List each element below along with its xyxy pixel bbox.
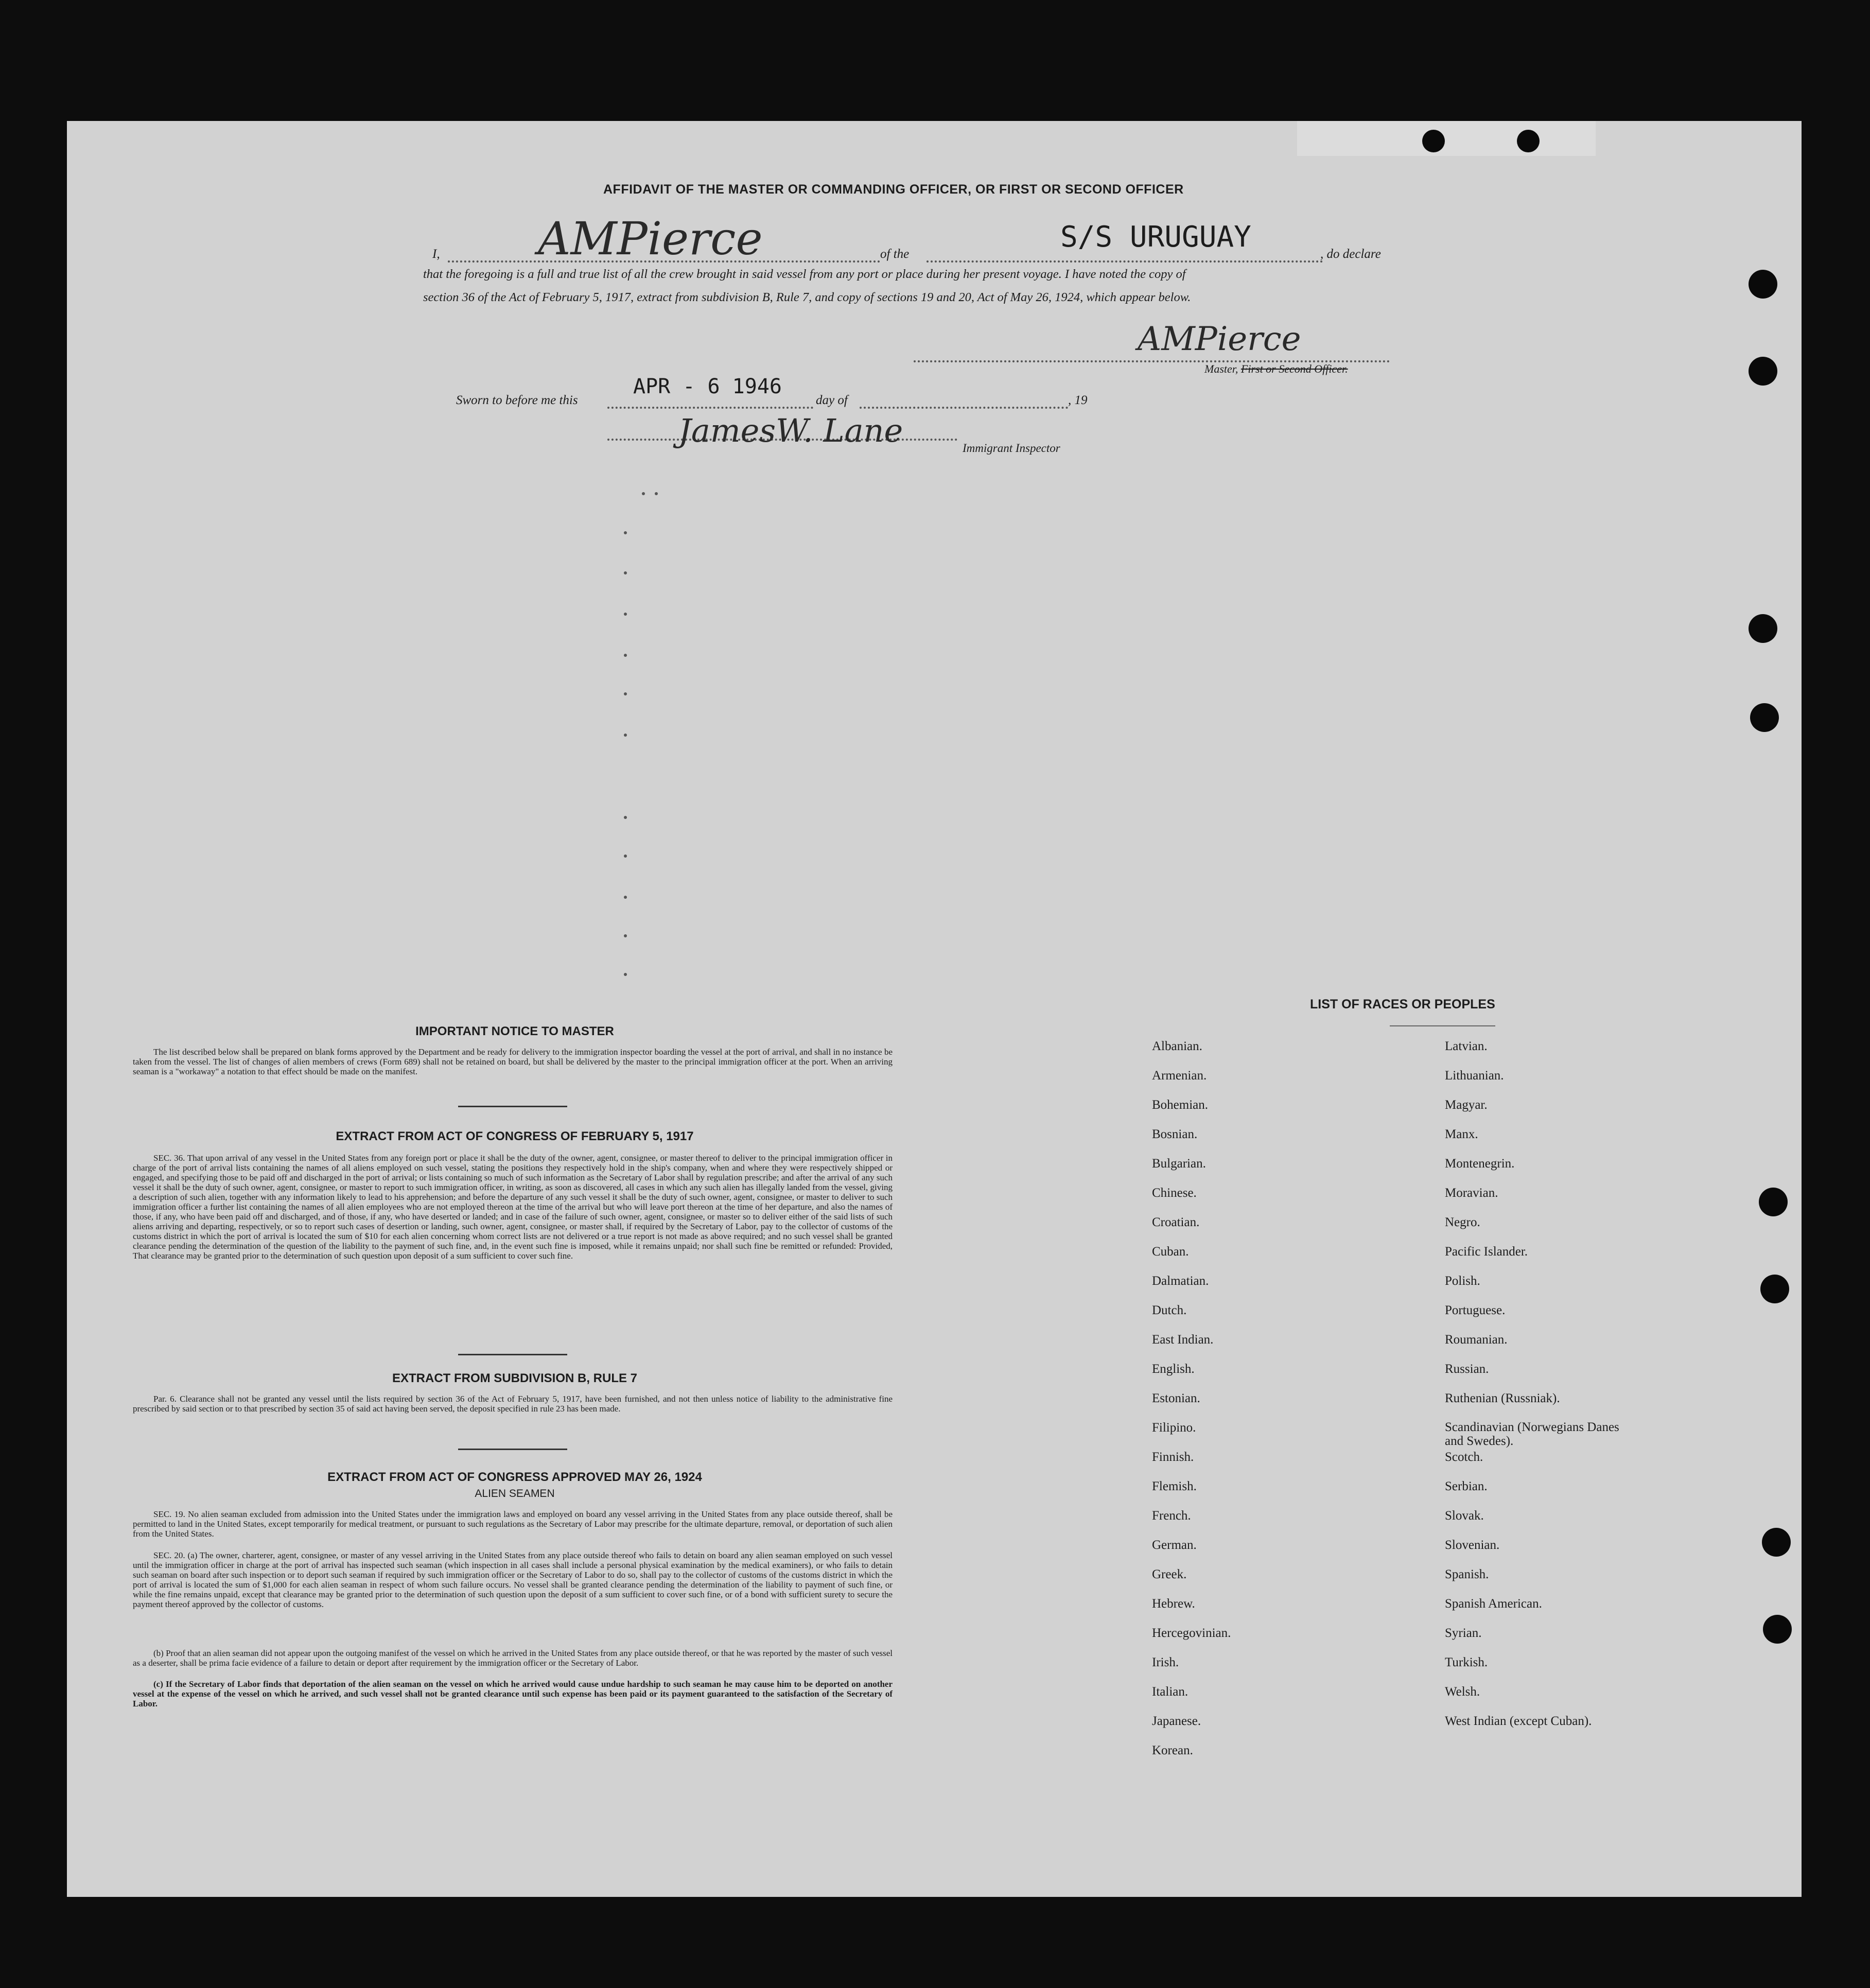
sec20c-text: (c) If the Secretary of Labor finds that deportation of the alien seaman on the vessel on which he arrived would cause undue hardship to such seaman he may cause him to be deported on another vessel at the expense of the vessel on which he arrived, and such vessel shall not be granted clearance until such expense has been paid or its payment guaranteed to the satisfaction of the Secretary of Labor. [133,1679,893,1708]
extract-1917-title: EXTRACT FROM ACT OF CONGRESS OF FEBRUARY 5, 1917 [336,1129,694,1143]
stray-mark [624,571,627,574]
extract-1917-text: SEC. 36. That upon arrival of any vessel in the United States from any foreign port or place it shall be the duty of the owner, agent, consignee, or master thereof to deliver to the principal immigration officer in charge of the port of arrival lists containing the names of all aliens employed on such vessel, stating the positions they respectively hold in the ship's company, when and where they were respectively shipped or engaged, and specifying those to be paid off and discharged in the port of arrival; or lists containing so much of such information as the Secretary of Labor shall by regulation prescribe; and after the arrival of any such vessel it shall be the duty of such owner, agent, consignee, or master to report to such immigration officer, in writing, as soon as discovered, all cases in which any such alien has illegally landed from the vessel, giving a description of such alien, together with any information likely to lead to his apprehension; and before the departure of any such vessel it shall be the duty of such owner, agent, consignee, or master to deliver to such immigration officer a further list containing the names of all alien employees who are not employed thereon at the time of the arrival but who will leave port thereon at the time of her departure, and also the names of those, if any, who have been paid off and discharged, and of those, if any, who have deserted or landed; and in case of the failure of such owner, agent, consignee, or master so to deliver either of the said lists of such aliens arriving and departing, respectively, or so to report such cases of desertion or landing, such owner, agent, consignee, or master shall, if required by the Secretary of Labor, pay to the collector of customs of the customs district in which the port of arrival is located the sum of $10 for each alien concerning whom correct lists are not delivered or a true report is not made as above required; and no such vessel shall be granted clearance pending the determination of the question of the liability to the payment of such fine, and, in the event such fine is imposed, while it remains unpaid; nor shall such fine be remitted or refunded: Provided, That clearance may be granted prior to the determination of such question upon deposit of a sum sufficient to cover such fine. [133,1153,893,1261]
race-item: Dalmatian. [1152,1274,1209,1288]
race-item: Montenegrin. [1445,1157,1515,1171]
inspector-signature: JamesW. Lane [678,412,903,449]
punch-hole [1749,614,1777,643]
divider [1390,1025,1495,1026]
race-item: Slovak. [1445,1509,1484,1523]
sworn-date-stamp: APR - 6 1946 [633,375,782,398]
race-item: Finnish. [1152,1450,1194,1464]
race-item: East Indian. [1152,1333,1214,1347]
race-item: Armenian. [1152,1069,1207,1083]
race-item: Ruthenian (Russniak). [1445,1391,1560,1405]
race-item: Chinese. [1152,1186,1197,1200]
race-item: Latvian. [1445,1039,1488,1053]
race-item: Croatian. [1152,1215,1200,1229]
stray-mark [642,492,645,495]
master-caption-prefix: Master, [1204,362,1238,375]
race-item: Cuban. [1152,1245,1189,1259]
race-item: Dutch. [1152,1303,1187,1317]
race-item: Irish. [1152,1655,1179,1669]
punch-hole [1749,270,1777,299]
race-item: Flemish. [1152,1479,1197,1493]
race-item: Lithuanian. [1445,1069,1504,1083]
race-item: Serbian. [1445,1479,1488,1493]
race-item: Pacific Islander. [1445,1245,1528,1259]
races-left-column [1152,1039,1231,1772]
race-item: Albanian. [1152,1039,1202,1053]
race-item: Syrian. [1445,1626,1482,1640]
stray-mark [624,531,627,534]
notice-title: IMPORTANT NOTICE TO MASTER [415,1024,614,1038]
stray-mark [624,692,627,695]
race-item: Moravian. [1445,1186,1498,1200]
race-item: Hebrew. [1152,1597,1195,1611]
month-line [860,407,1068,409]
page-tab [1297,121,1596,156]
stray-mark [624,896,627,899]
race-item: Bohemian. [1152,1098,1209,1112]
stray-mark [624,973,627,976]
races-right-column [1445,1039,1640,1743]
punch-hole [1763,1615,1792,1644]
stray-mark [624,734,627,737]
divider [458,1449,567,1450]
race-item: Japanese. [1152,1714,1201,1728]
race-item: Hercegovinian. [1152,1626,1231,1640]
race-item: Bosnian. [1152,1127,1198,1141]
stray-mark [624,934,627,937]
punch-hole [1750,703,1779,732]
master-caption [1204,362,1348,376]
stray-mark [624,816,627,819]
rule7-title: EXTRACT FROM SUBDIVISION B, RULE 7 [392,1371,638,1385]
races-title: LIST OF RACES OR PEOPLES [1310,997,1495,1012]
race-item: Scotch. [1445,1450,1483,1464]
punch-hole [1422,130,1445,152]
master-caption-struck: First or Second Officer. [1240,362,1348,375]
race-item: English. [1152,1362,1195,1376]
day-of-label: day of [816,393,848,407]
extract-1924-subtitle: ALIEN SEAMEN [475,1488,555,1499]
rule7-text: Par. 6. Clearance shall not be granted any vessel until the lists required by section 36 of the Act of February 5, 1917, have been furnished, and not then unless notice of liability to the administrative fine prescribed by said section or to that prescribed by section 35 of said act having been served, the deposit specified in rule 23 has been made. [133,1394,893,1414]
race-item: Russian. [1445,1362,1489,1376]
stray-mark [624,613,627,616]
punch-hole [1760,1275,1789,1303]
i-label: I, [432,247,440,261]
race-item: Negro. [1445,1215,1480,1229]
divider [458,1106,567,1107]
race-item: Roumanian. [1445,1333,1508,1347]
punch-hole [1517,130,1540,152]
sworn-date-line [607,407,813,409]
punch-hole [1749,357,1777,386]
race-item: Bulgarian. [1152,1157,1206,1171]
race-item: German. [1152,1538,1197,1552]
race-item: Spanish American. [1445,1597,1542,1611]
race-item: Slovenian. [1445,1538,1500,1552]
sworn-label: Sworn to before me this [456,393,578,407]
sec20b-text: (b) Proof that an alien seaman did not appear upon the outgoing manifest of the vessel on which he arrived in the United States from any place outside thereof, or that he was reported by the master of such vessel as a deserter, shall be prima facie evidence of a failure to detain or deport after requirement by the immigration officer or the Secretary of Labor. [133,1648,893,1668]
divider [458,1354,567,1355]
race-item: Filipino. [1152,1421,1196,1435]
officer-signature: AMPierce [538,212,763,265]
punch-hole [1759,1188,1788,1216]
race-item: Welsh. [1445,1685,1480,1699]
inspector-caption: Immigrant Inspector [963,442,1060,455]
race-item: Portuguese. [1445,1303,1506,1317]
race-item: Estonian. [1152,1391,1200,1405]
race-item: Spanish. [1445,1567,1489,1581]
race-item: Manx. [1445,1127,1478,1141]
race-item: Italian. [1152,1685,1189,1699]
extract-1924-title: EXTRACT FROM ACT OF CONGRESS APPROVED MAY 26, 1924 [327,1470,702,1484]
declare-label: , do declare [1320,247,1381,261]
stray-mark [624,654,627,657]
race-item: Polish. [1445,1274,1480,1288]
race-item: French. [1152,1509,1191,1523]
race-item: Scandinavian (Norwegians Danes and Swedes). [1445,1420,1619,1448]
affidavit-title: AFFIDAVIT OF THE MASTER OR COMMANDING OFFICER, OR FIRST OR SECOND OFFICER [603,182,1184,197]
sec20a-text: SEC. 20. (a) The owner, charterer, agent, consignee, or master of any vessel arriving in the United States from any place outside thereof who fails to detain on board any alien seaman employed on such vessel until the immigration officer in charge at the port of arrival has inspected such seaman (which inspection in all cases shall include a personal physical examination by the medical examiners), or who fails to detain such seaman on board after such inspection or to deport such seaman if required by such immigration officer or the Secretary of Labor to do so, shall pay to the collector of customs of the customs district in which the port of arrival is located the sum of $1,000 for each alien seaman in respect of whom such failure occurs. No vessel shall be granted clearance pending the determination of the liability to payment of such fine, or while the fine remains unpaid, except that clearance may be granted prior to the determination of such question upon the deposit of a sum sufficient to cover such fine, or of a bond with sufficient surety to secure the payment thereof approved by the collector of customs. [133,1550,893,1609]
year-label: , 19 [1068,393,1088,407]
sec19-text: SEC. 19. No alien seaman excluded from admission into the United States under the immigration laws and employed on board any vessel arriving in the United States from any place outside thereof, shall be permitted to land in the United States, except temporarily for medical treatment, or pursuant to such regulations as the Secretary of Labor may prescribe for the ultimate departure, removal, or deportation of such alien from the United States. [133,1509,893,1539]
vessel-line [927,260,1323,263]
notice-text: The list described below shall be prepared on blank forms approved by the Department and be ready for delivery to the immigration inspector boarding the vessel at the port of arrival, and shall in no instance be taken from the vessel. The list of changes of alien members of crews (Form 689) shall not be retained on board, but shall be delivered by the master to the principal immigration officer at the port. When an arriving seaman is a "workaway" a notation to that effect should be made on the manifest. [133,1047,893,1076]
vessel-name: S/S URUGUAY [1060,220,1251,254]
stray-mark [624,855,627,858]
race-item: Turkish. [1445,1655,1488,1669]
punch-hole [1762,1528,1791,1557]
race-item: Greek. [1152,1567,1187,1581]
master-signature: AMPierce [1138,320,1301,358]
race-item: West Indian (except Cuban). [1445,1714,1592,1728]
race-item: Korean. [1152,1743,1193,1757]
affidavit-line-2: section 36 of the Act of February 5, 1917, extract from subdivision B, Rule 7, and copy of sections 19 and 20, Act of May 26, 1924, which appear below. [423,290,1191,304]
of-the-label: of the [880,247,910,261]
race-item: Magyar. [1445,1098,1488,1112]
stray-mark [655,492,658,495]
affidavit-line-1: that the foregoing is a full and true list of all the crew brought in said vessel from any port or place during her present voyage. I have noted the copy of [423,267,1186,281]
